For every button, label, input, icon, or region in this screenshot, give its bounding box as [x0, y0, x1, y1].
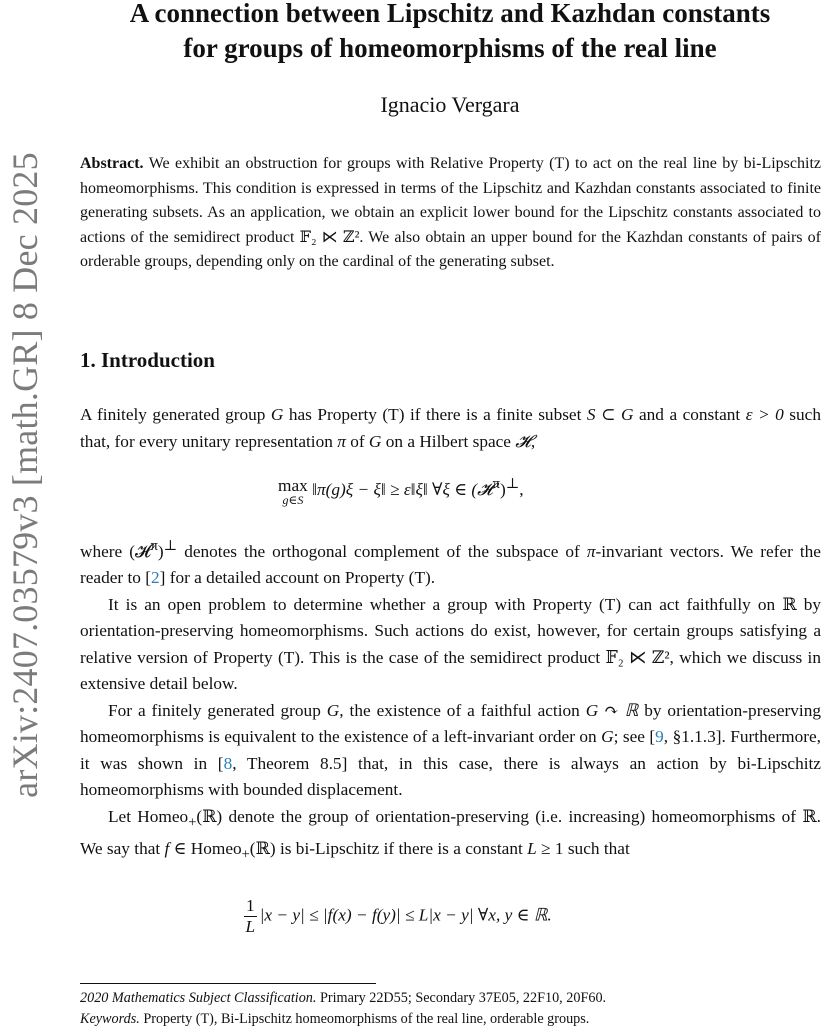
eq-paren: )	[499, 479, 506, 499]
equation-bi-lipschitz	[244, 896, 552, 937]
eq-comma: ,	[519, 479, 524, 499]
math-hilbert-space: 𝓗	[515, 431, 531, 451]
eq-fraction	[244, 896, 257, 937]
eq-perp: ⊥	[505, 476, 520, 492]
math-G: G	[601, 727, 614, 747]
footnote-keywords-label: Keywords.	[80, 1011, 140, 1027]
paragraph-bi-lipschitz-definition	[80, 804, 821, 868]
abstract-group: 𝔽₂ ⋉ ℤ²	[299, 228, 360, 246]
abstract	[80, 152, 821, 275]
math-G: G	[326, 700, 340, 720]
p1-text: A finitely generated group	[80, 405, 271, 424]
eq-superscript-pi: π	[492, 476, 500, 492]
section-heading-introduction: 1. Introduction	[80, 348, 215, 372]
paragraph-property-t-definition	[80, 402, 821, 455]
arxiv-identifier-stamp: arXiv:2407.03579v3 [math.GR] 8 Dec 2025	[5, 152, 45, 798]
p1-text: on a Hilbert space	[381, 431, 516, 451]
footnote-msc-label: 2020 Mathematics Subject Classification.	[80, 990, 317, 1006]
math-epsilon: ε > 0	[745, 405, 784, 424]
author-name: Ignacio Vergara	[380, 92, 520, 117]
math-G: G	[368, 431, 382, 451]
abstract-label: Abstract.	[80, 155, 144, 172]
footnote-keywords	[80, 1009, 821, 1029]
equation-kazhdan-inequality	[278, 476, 524, 506]
eq-body: |x − y| ≤ |f(x) − f(y)| ≤ L|x − y| ∀x, y ∈ ℝ.	[259, 905, 552, 925]
p5-text: ≥ 1 such that	[536, 838, 630, 858]
p2-text: denotes the orthogonal complement of the subspace of	[177, 541, 587, 561]
p5-text: ∈ Homeo	[169, 838, 242, 858]
eq-max-subscript: g∈S	[282, 493, 304, 507]
footnote-msc-text: Primary 22D55; Secondary 37E05, 22F10, 20F60.	[316, 990, 607, 1006]
p4-text: , Theorem 8.5] that, in this case, there is always an action by bi-Lipschitz homeomorphisms with bounded displacement.	[80, 753, 821, 800]
math-G: G	[270, 405, 284, 424]
paragraph-orderable-groups	[80, 698, 821, 804]
citation-link-9[interactable]: 9	[655, 727, 664, 747]
p5-text: (ℝ) denote the group of orientation-preserving (i.e. increasing) homeomorphisms of ℝ. We say that	[80, 806, 821, 858]
p5-sub-plus: +	[241, 846, 250, 863]
p4-text: , §1.1.3]. Furthermore, it was shown in [	[80, 727, 821, 773]
p1-text: such that, for every unitary representation	[80, 405, 821, 451]
eq-max-label: max	[278, 476, 308, 495]
p2-text: where (𝓗	[80, 541, 151, 561]
math-pi: π	[337, 431, 346, 451]
paper-title	[60, 0, 822, 66]
math-L: L	[527, 838, 537, 858]
abstract-text-2: . We also obtain an upper bound for the Kazhdan constants of pairs of orderable groups, depending only on the cardinal of the generating subset.	[80, 228, 822, 270]
introduction-body	[80, 533, 821, 868]
p2-perp: ⊥	[163, 538, 178, 554]
footnote-divider	[80, 983, 376, 984]
p2-sup-pi: π	[150, 538, 158, 554]
title-line-2: for groups of homeomorphisms of the real line	[183, 33, 717, 63]
p1-text: and a constant	[633, 405, 746, 424]
footnote-keywords-text: Property (T), Bi-Lipschitz homeomorphisms of the real line, orderable groups.	[139, 1011, 590, 1027]
p1-text: has Property (T) if there is a finite subset	[283, 405, 587, 424]
p4-text: , the existence of a faithful action	[339, 700, 586, 720]
citation-link-8[interactable]: 8	[223, 753, 233, 773]
p2-text: ] for a detailed account on Property (T).	[159, 568, 436, 588]
math-f: f	[164, 838, 170, 858]
eq-max-operator	[278, 476, 308, 506]
p4-text: by orientation-preserving homeomorphisms is equivalent to the existence of a left-invariant order on	[80, 700, 821, 747]
p5-text: Let Homeo	[108, 806, 189, 826]
math-S-subset-G: S ⊂ G	[586, 405, 634, 424]
eq-body: ‖π(g)ξ − ξ‖ ≥ ε‖ξ‖ ∀ξ ∈ (𝓗	[307, 479, 493, 499]
eq-numerator: 1	[246, 896, 255, 915]
p2-text: )	[157, 541, 164, 561]
p4-text: For a finitely generated group	[108, 700, 327, 720]
citation-link-2[interactable]: 2	[151, 568, 160, 588]
p1-text: ,	[530, 431, 536, 451]
math-pi: π	[586, 541, 596, 561]
eq-denominator: L	[245, 917, 256, 936]
abstract-text-1: We exhibit an obstruction for groups with Relative Property (T) to act on the real line by bi-Lipschitz homeomorphisms. This condition is expressed in terms of the Lipschitz and Kazhdan constants associated to finite generating subsets. As an application, we obtain an explicit lower bound for the Lipschitz constants associated to actions of the semidirect product	[80, 155, 821, 246]
p5-text: (ℝ) is bi-Lipschitz if there is a constant	[249, 838, 528, 858]
title-line-1: A connection between Lipschitz and Kazhdan constants	[129, 0, 771, 28]
paragraph-open-problem: It is an open problem to determine whether a group with Property (T) can act faithfully on ℝ by orientation-preserving homeomorphisms. Such actions do exist, however, for certain groups satisfying a relative version of Property (T). This is the case of the semidirect product 𝔽₂ ⋉ ℤ², which we discuss in extensive detail below.	[80, 594, 821, 694]
p5-sub-plus: +	[188, 814, 197, 831]
p2-text: -invariant vectors. We refer the reader to [	[80, 541, 821, 588]
paragraph-orthogonal-complement	[80, 533, 821, 592]
math-action: G ↷ ℝ	[585, 700, 639, 720]
footnote-msc	[80, 988, 821, 1008]
p1-text: of	[345, 431, 369, 451]
p4-text: ; see [	[613, 727, 656, 747]
